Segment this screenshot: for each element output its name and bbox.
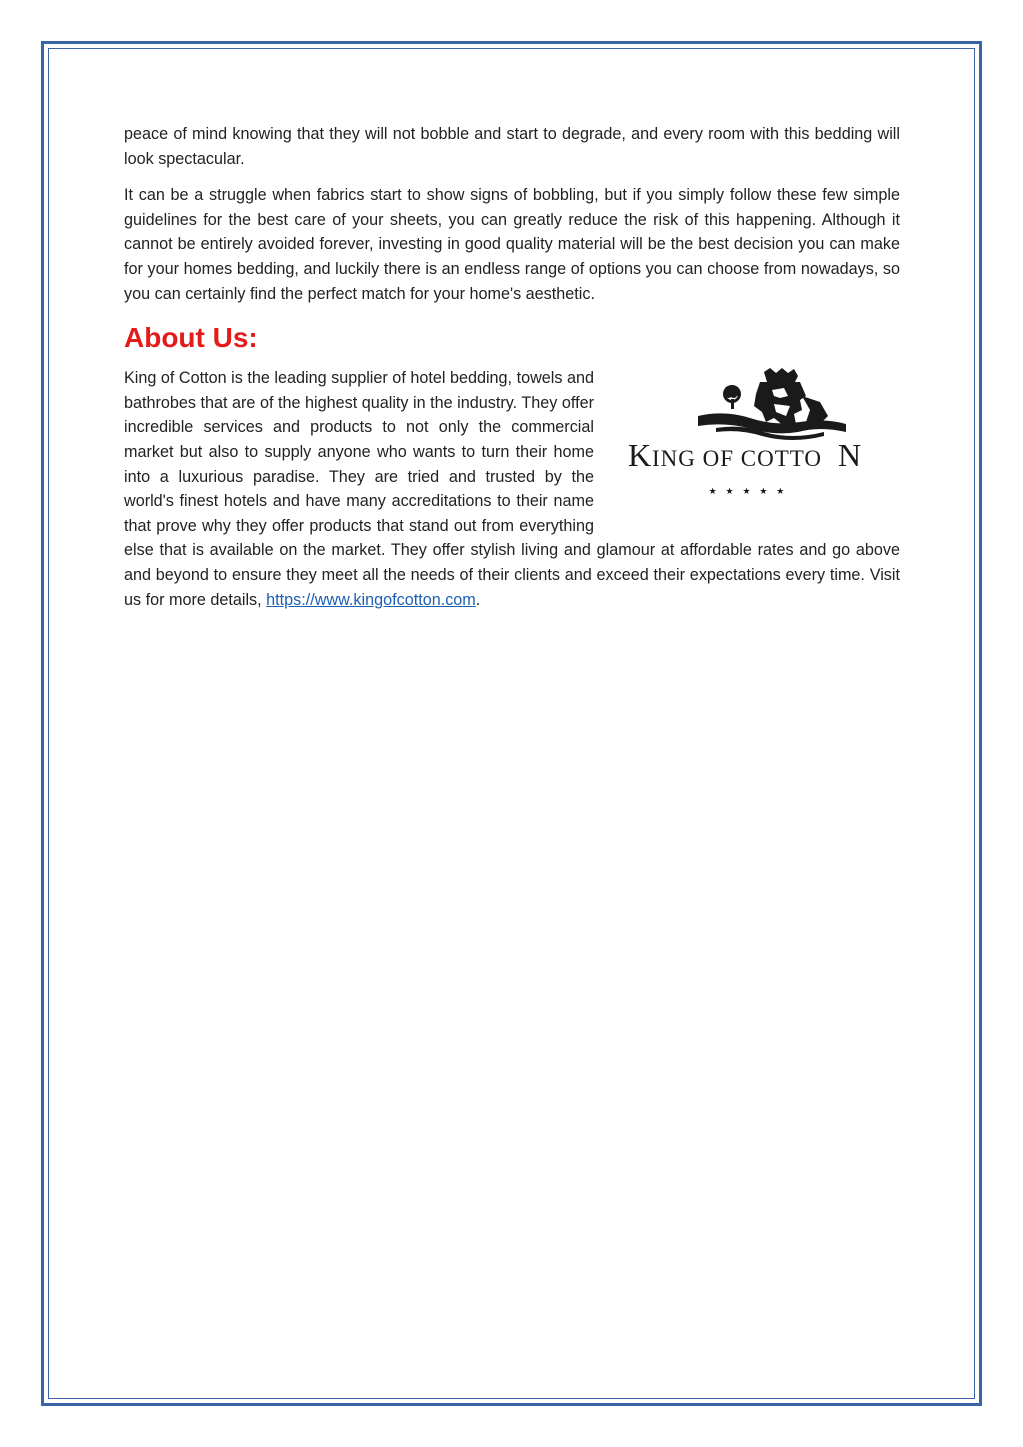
king-of-cotton-logo bbox=[624, 366, 900, 506]
document-body bbox=[124, 122, 900, 612]
logo-wordmark bbox=[628, 437, 861, 473]
logo-stars: ★ ★ ★ ★ ★ bbox=[708, 487, 788, 498]
about-end: . bbox=[475, 590, 481, 609]
about-text: King of Cotton is the leading supplier of hotel bedding, towels and bathrobes that are of the highest quality in the industry. They offer incredible services and products to not only the commercial market but also to supply anyone who wants to turn their home into a luxurious paradise. They are tried and trusted by the world's finest hotels and have many accreditations to their name that prove why they offer products that stand out from everything else that is available on the market. They offer stylish living and glamour at affordable rates and go above and beyond to ensure they meet all the needs of their clients and exceed their expectations every time. Visit us for more details, bbox=[124, 369, 900, 609]
paragraph-care: It can be a struggle when fabrics start to show signs of bobbling, but if you simply follow these few simple guidelines for the best care of your sheets, you can greatly reduce the risk of this happening. Although it cannot be entirely avoided forever, investing in good quality material will be the best decision you can make for your homes bedding, and luckily there is an endless range of options you can choose from nowadays, so you can certainly find the perfect match for your home's aesthetic. bbox=[124, 186, 900, 303]
tree-icon bbox=[723, 385, 741, 409]
svg-text:N: N bbox=[838, 437, 862, 474]
king-figure-icon bbox=[754, 382, 828, 426]
svg-text:K: K bbox=[628, 437, 652, 474]
website-link[interactable]: https://www.kingofcotton.com bbox=[266, 590, 476, 609]
paragraph-intro: peace of mind knowing that they will not bobble and start to degrade, and every room with this bedding will look spectacular. bbox=[124, 125, 900, 168]
crown-icon bbox=[764, 368, 798, 382]
svg-text:ING OF COTTO: ING OF COTTO bbox=[652, 446, 823, 472]
about-heading: About Us: bbox=[124, 322, 258, 354]
